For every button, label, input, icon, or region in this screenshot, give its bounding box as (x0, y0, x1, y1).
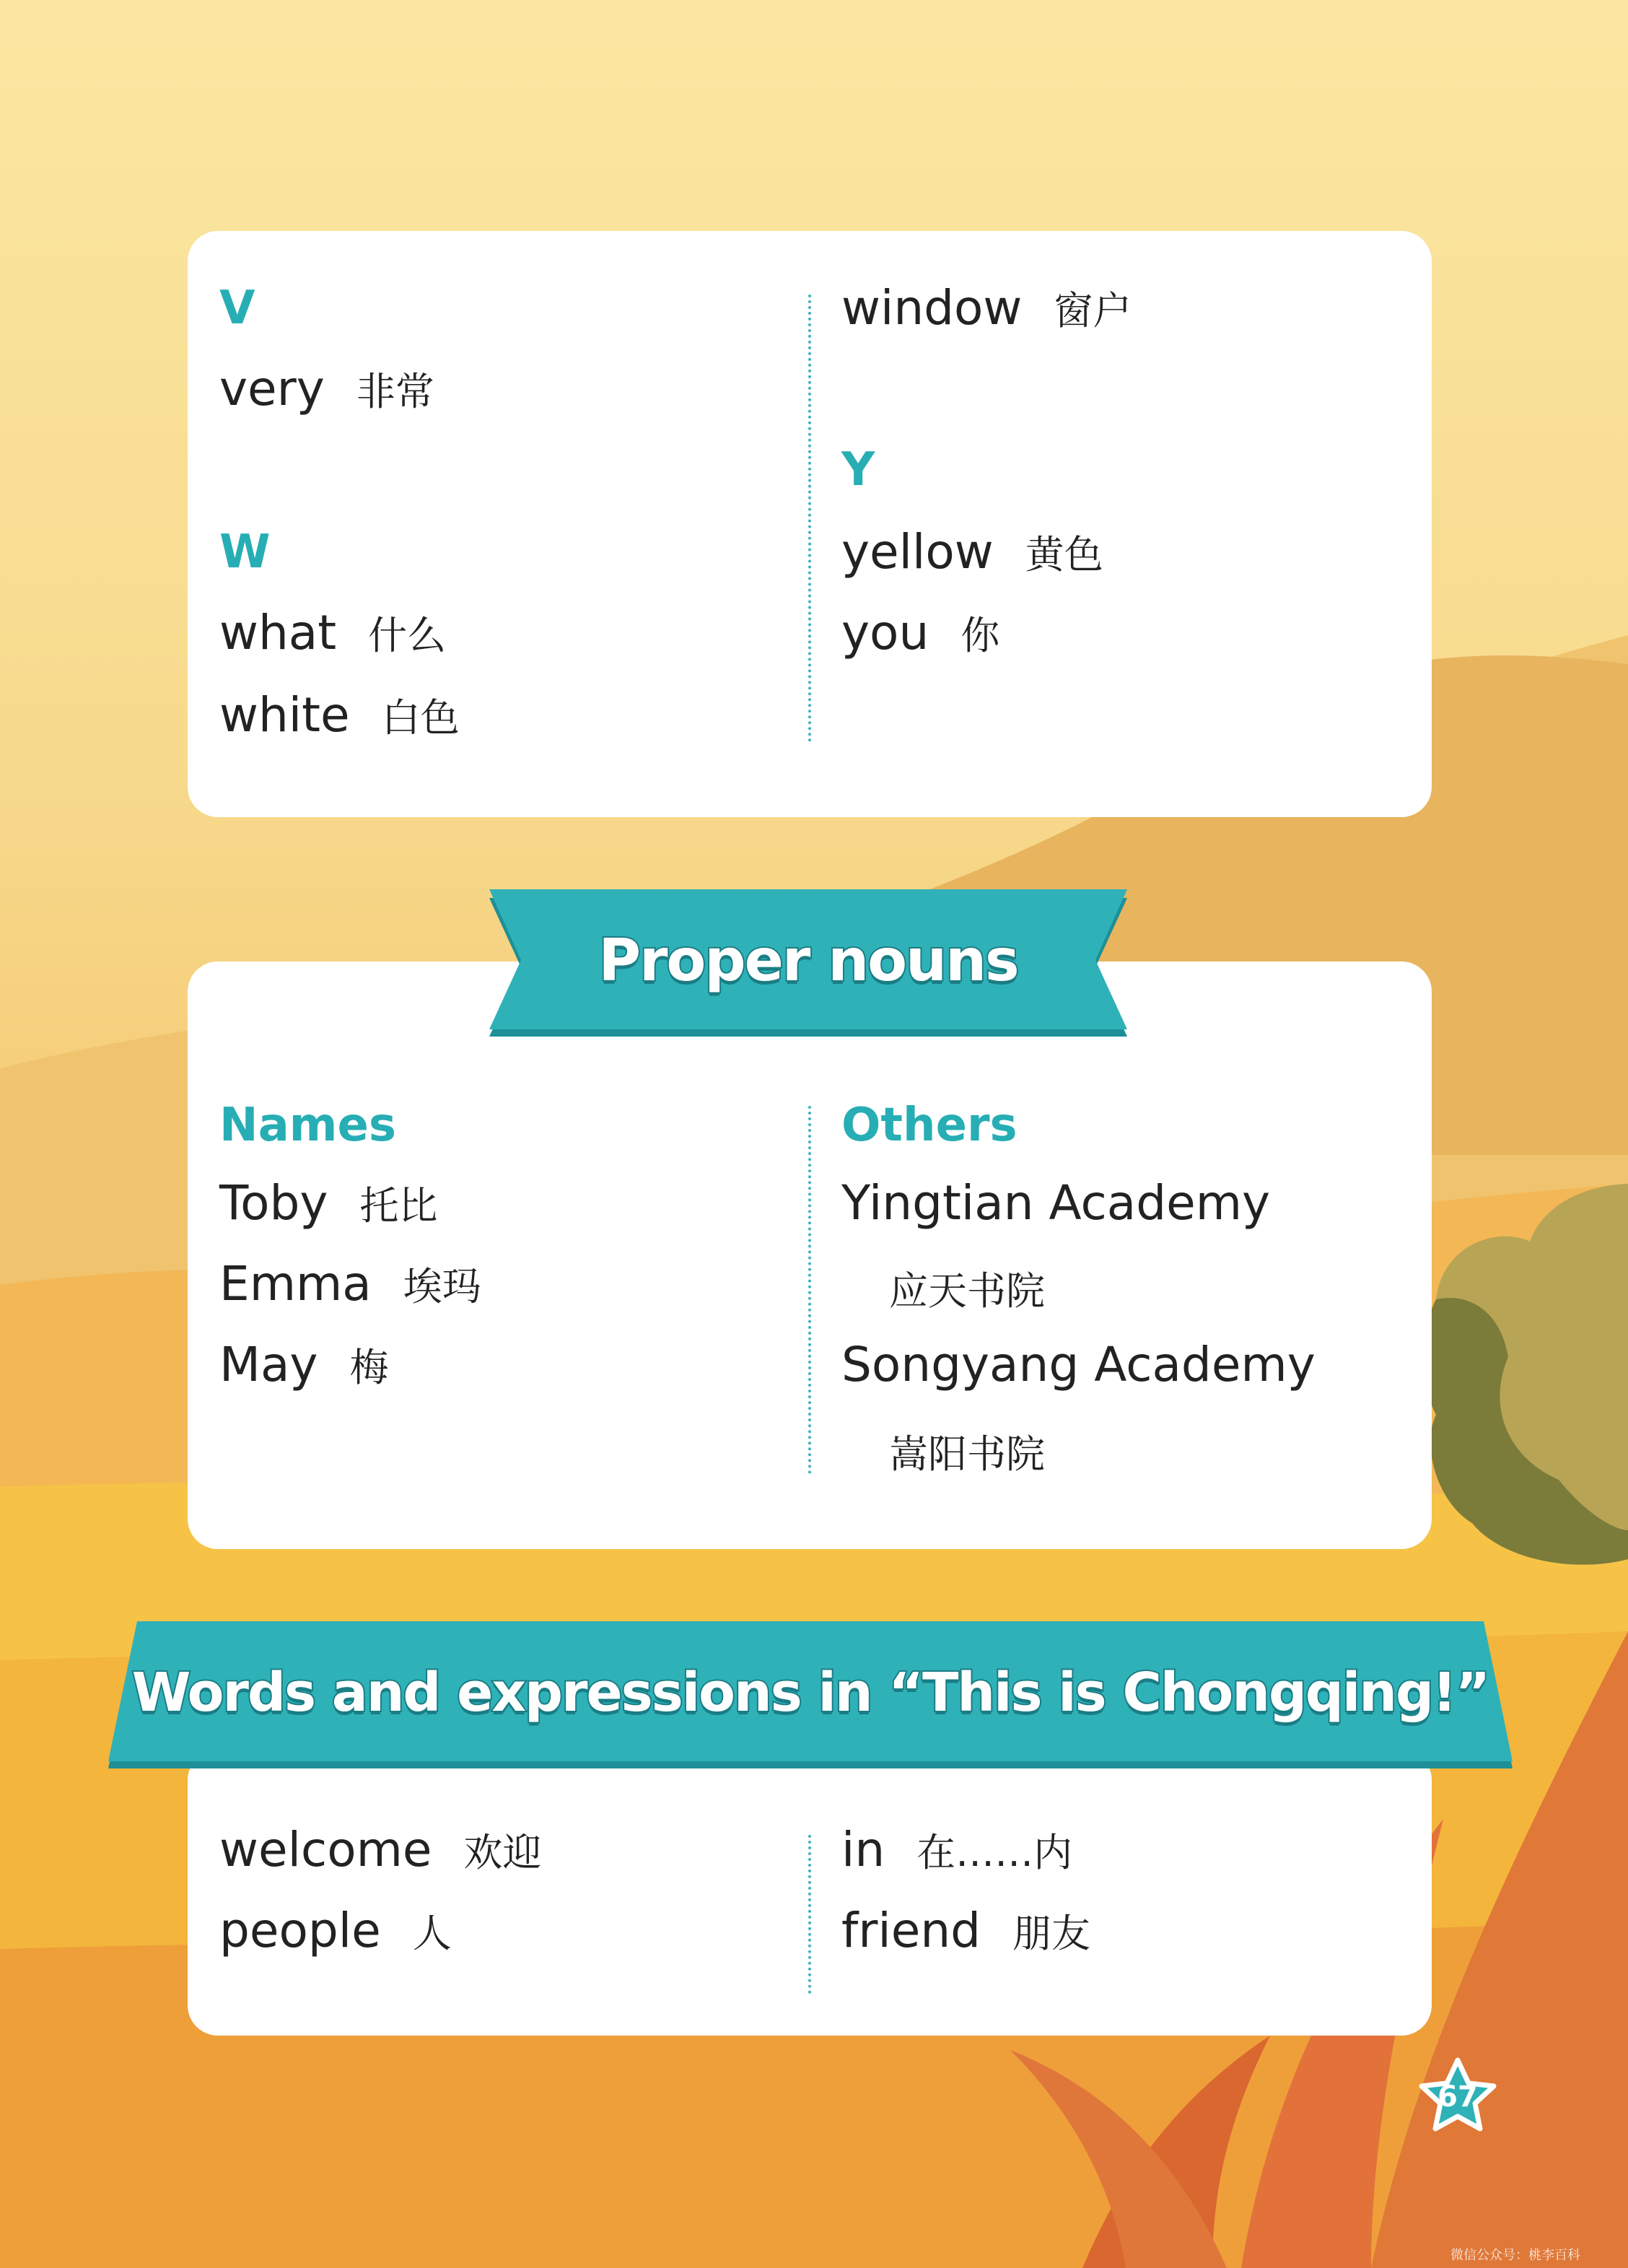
word-cn: 人 (412, 1911, 452, 1956)
word-en: in (841, 1822, 885, 1877)
page-number: 67 (1437, 2080, 1478, 2114)
word-cn: 梅 (349, 1345, 389, 1390)
word-en: white (219, 687, 350, 743)
column-divider (808, 1106, 811, 1474)
word-entry (841, 605, 999, 660)
word-en: what (219, 605, 337, 660)
word-entry (219, 361, 434, 416)
proper-nouns-banner (482, 888, 1134, 1039)
word-cn: 嵩阳书院 (889, 1431, 1045, 1477)
word-cn: 什么 (368, 613, 447, 658)
column-divider (808, 1835, 811, 1994)
word-en: Emma (219, 1256, 372, 1312)
word-cn: 托比 (359, 1183, 438, 1229)
word-cn-line (841, 1423, 1045, 1479)
chongqing-card (188, 1750, 1432, 2036)
word-en: very (219, 361, 325, 416)
word-cn: 埃玛 (403, 1264, 481, 1309)
proper-nouns-card (188, 961, 1432, 1549)
name-entry (219, 1337, 388, 1392)
letter-heading-y: Y (841, 443, 875, 497)
word-en: you (841, 605, 929, 660)
footer-watermark: 微信公众号：桃李百科 (1450, 2248, 1580, 2263)
page-number-badge (1416, 2056, 1500, 2140)
word-cn: 应天书院 (889, 1268, 1045, 1314)
word-cn: 白色 (381, 695, 460, 741)
word-en: welcome (219, 1822, 432, 1877)
word-cn: 在……内 (916, 1830, 1073, 1875)
word-en: friend (841, 1903, 981, 1958)
word-entry (841, 1903, 1090, 1958)
word-cn: 你 (960, 613, 1000, 658)
word-entry (841, 524, 1103, 580)
name-entry (219, 1175, 437, 1231)
vocab-card (188, 231, 1432, 817)
word-entry (219, 687, 460, 743)
word-cn: 非常 (356, 369, 434, 414)
proper-nouns-title: Proper nouns (598, 927, 1018, 994)
word-cn: 朋友 (1012, 1911, 1091, 1956)
column-divider (808, 295, 811, 742)
word-en: Songyang Academy (841, 1337, 1316, 1392)
others-heading: Others (841, 1099, 1017, 1152)
word-en: people (219, 1903, 381, 1958)
word-cn-line (841, 1260, 1045, 1316)
word-cn: 欢迎 (463, 1830, 542, 1875)
word-cn: 黄色 (1025, 532, 1103, 577)
word-cn: 窗户 (1054, 288, 1132, 333)
word-en: yellow (841, 524, 994, 580)
word-entry (841, 280, 1132, 336)
word-entry (219, 1903, 452, 1958)
word-en: May (219, 1337, 318, 1392)
word-en: Toby (219, 1175, 328, 1231)
name-entry (219, 1256, 481, 1312)
word-entry (219, 605, 446, 660)
word-entry (219, 1822, 542, 1877)
letter-heading-v: V (219, 282, 255, 335)
chongqing-banner (101, 1620, 1520, 1771)
word-entry (841, 1822, 1072, 1877)
names-heading: Names (219, 1099, 396, 1152)
word-en: Yingtian Academy (841, 1175, 1271, 1231)
letter-heading-w: W (219, 525, 271, 579)
chongqing-title: Words and expressions in “This is Chongqing!” (131, 1662, 1489, 1724)
word-en: window (841, 280, 1023, 336)
